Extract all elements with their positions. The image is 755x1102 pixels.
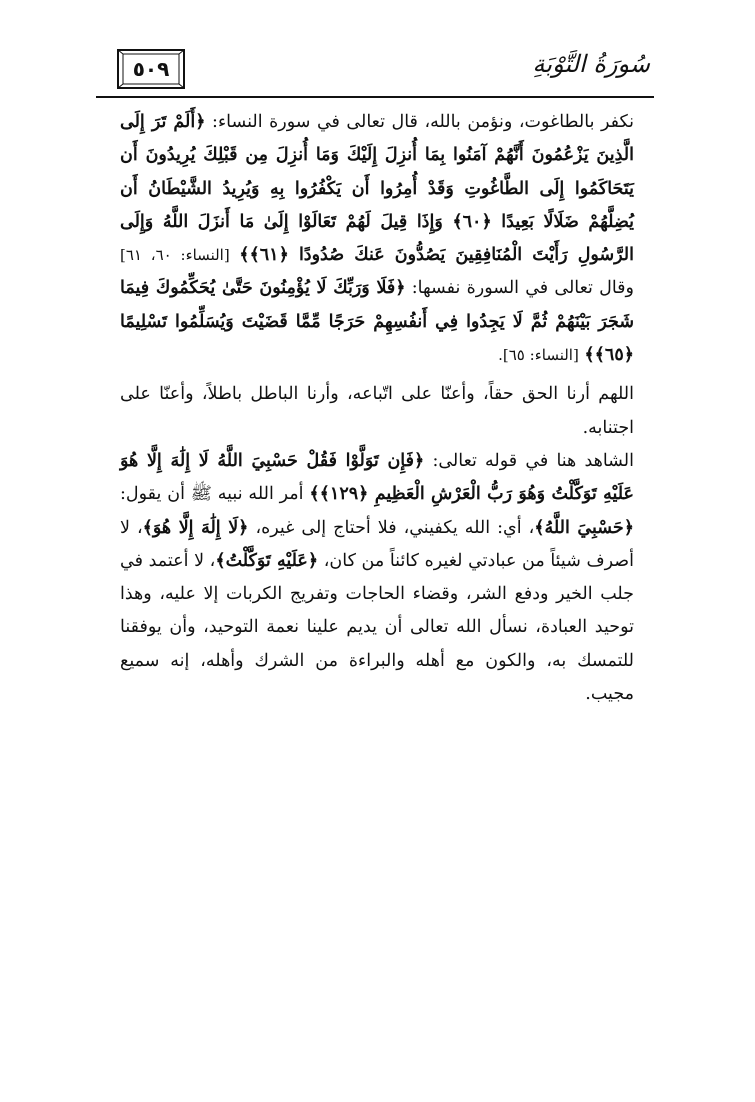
text-intro: نكفر بالطاغوت، ونؤمن بالله، قال تعالى في سورة النساء: <box>212 112 634 132</box>
page-body <box>120 106 635 705</box>
verse-reference: [النساء: ٦٠، ٦١] <box>120 246 230 265</box>
text: ، لا أعتمد في جلب الخير ودفع الشر، وقضاء الحاجات وتفريج الكربات إلا عليه، وهذا توحيد العبادة، نسأل الله تعالى أن يديم علينا نعمة التوحيد، وأن يوفقنا للتمسك به، والكون مع أهله والبراءة من الشرك وأهله، إنه سميع مجيب. <box>120 550 634 705</box>
verse-reference: [النساء: ٦٥]. <box>498 346 579 365</box>
paragraph-3 <box>120 445 634 711</box>
quran-quote: ﴿حَسْبِيَ اللَّهُ﴾ <box>534 517 634 538</box>
quran-verse: ﴿أَلَمْ تَرَ إِلَى الَّذِينَ يَزْعُمُونَ أَنَّهُمْ آمَنُوا بِمَا أُنزِلَ إِلَيْكَ وَمَا أُنزِلَ مِن قَبْلِكَ يُرِيدُونَ أَن يَتَحَاكَمُوا إِلَى الطَّاغُوتِ وَقَدْ أُمِرُوا أَن يَكْفُرُوا بِهِ وَيُرِيدُ الشَّيْطَانُ أَن يُضِلَّهُمْ ضَلَالًا بَعِيدًا ﴿٦٠﴾ وَإِذَا قِيلَ لَهُمْ تَعَالَوْا إِلَىٰ مَا أَنزَلَ اللَّهُ وَإِلَى الرَّسُولِ رَأَيْتَ الْمُنَافِقِينَ يَصُدُّونَ عَنكَ صُدُودًا ﴿٦١﴾﴾ <box>120 112 634 266</box>
page-header <box>96 40 654 98</box>
page-number-frame <box>116 48 186 90</box>
quran-verse: ﴿فَإِن تَوَلَّوْا فَقُلْ حَسْبِيَ اللَّهُ لَا إِلَٰهَ إِلَّا هُوَ عَلَيْهِ تَوَكَّلْتُ وَهُوَ رَبُّ الْعَرْشِ الْعَظِيمِ ﴿١٢٩﴾﴾ <box>120 450 634 505</box>
text: أمر الله نبيه ﷺ أن يقول: <box>120 484 304 505</box>
quran-quote: ﴿عَلَيْهِ تَوَكَّلْتُ﴾ <box>215 550 319 571</box>
text: ، أي: الله يكفيني، فلا أحتاج إلى غيره، <box>255 517 535 538</box>
text-intro: الشاهد هنا في قوله تعالى: <box>432 450 634 471</box>
quran-quote: ﴿لَا إِلَٰهَ إِلَّا هُوَ﴾ <box>142 517 249 538</box>
paragraph-2: اللهم أرنا الحق حقاً، وأعنّا على اتّباعه، وأرنا الباطل باطلاً، وأعنّا على اجتنابه. <box>120 384 634 438</box>
quran-verse: ﴿فَلَا وَرَبِّكَ لَا يُؤْمِنُونَ حَتَّىٰ يُحَكِّمُوكَ فِيمَا شَجَرَ بَيْنَهُمْ ثُمَّ لَا يَجِدُوا فِي أَنفُسِهِمْ حَرَجًا مِّمَّا قَضَيْتَ وَيُسَلِّمُوا تَسْلِيمًا ﴿٦٥﴾﴾ <box>120 278 634 366</box>
surah-title: سُورَةُ التَّوْبَةِ <box>532 50 650 78</box>
header-divider <box>96 96 654 98</box>
page-number: ٥٠٩ <box>132 57 170 81</box>
text-mid: وقال تعالى في السورة نفسها: <box>411 278 634 299</box>
paragraph-1 <box>120 106 634 372</box>
text: ، لا أصرف شيئاً من عبادتي لغيره كائناً من كان، <box>120 517 635 571</box>
